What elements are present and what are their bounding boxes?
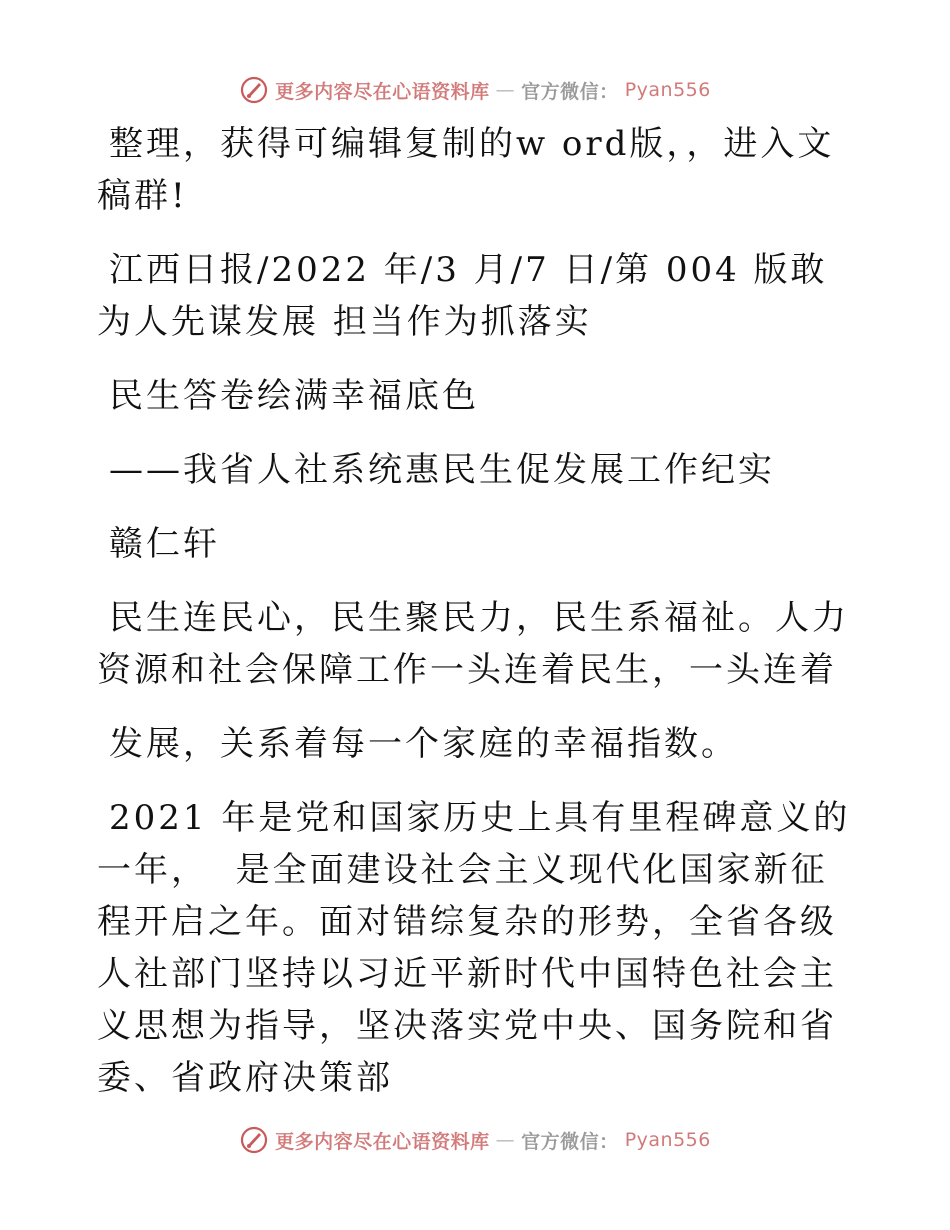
- watermark-separator: —: [495, 79, 516, 101]
- paragraph: 整理，获得可编辑复制的w ord版，，进入文稿群!: [97, 124, 835, 216]
- watermark-sub-text: 官方微信：: [521, 1130, 619, 1153]
- article-subtitle: ——我省人社系统惠民生促发展工作纪实: [109, 450, 775, 490]
- header-watermark: [0, 72, 950, 108]
- watermark-wechat-id: Pyan556: [624, 79, 711, 101]
- watermark-separator: —: [495, 1129, 516, 1151]
- article-author: 赣仁轩: [109, 524, 220, 564]
- logo-seal-icon: [239, 1125, 269, 1155]
- watermark-wechat-id: Pyan556: [624, 1129, 711, 1151]
- watermark-sub-text: 官方微信：: [521, 80, 619, 103]
- footer-watermark: [0, 1122, 950, 1158]
- logo-seal-icon: [239, 75, 269, 105]
- paragraph: 江西日报/2022 年/3 月/7 日/第 004 版敢为人先谋发展 担当作为抓落实: [97, 250, 828, 342]
- watermark-main-text: 更多内容尽在心语资料库: [275, 1130, 490, 1153]
- paragraph: 2021 年是党和国家历史上具有里程碑意义的一年， 是全面建设社会主义现代化国家新征程开启之年。面对错综复杂的形势，全省各级人社部门坚持以习近平新时代中国特色社会主义思想为指导，坚决落实党中央、国务院和省委、省政府决策部: [97, 798, 851, 1098]
- watermark-main-text: 更多内容尽在心语资料库: [275, 80, 490, 103]
- paragraph: 发展，关系着每一个家庭的幸福指数。: [109, 724, 738, 764]
- article-title: 民生答卷绘满幸福底色: [109, 376, 479, 416]
- document-body: [97, 118, 857, 1126]
- paragraph: 民生连民心，民生聚民力，民生系福祉。人力资源和社会保障工作一头连着民生，一头连着: [97, 598, 849, 690]
